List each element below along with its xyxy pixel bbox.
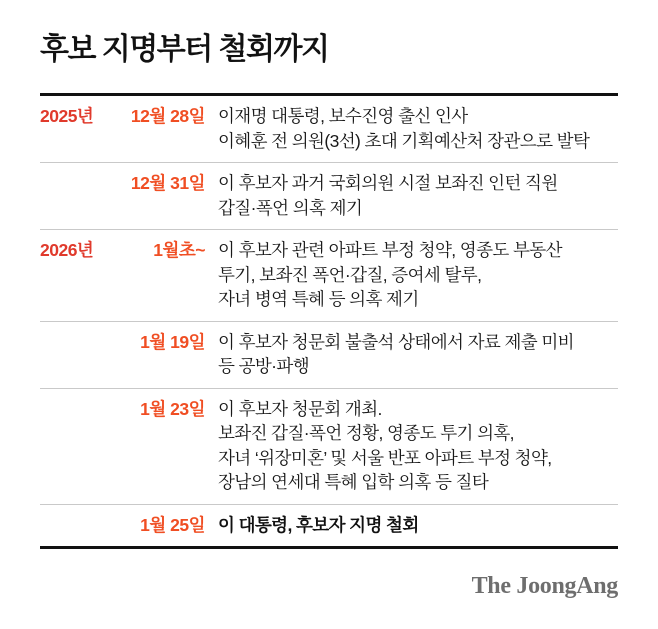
timeline-row	[40, 322, 618, 389]
timeline-description-line: 이재명 대통령, 보수진영 출신 인사	[218, 106, 468, 126]
timeline-row	[40, 96, 618, 163]
timeline-description	[218, 513, 618, 538]
timeline-date-cell	[40, 330, 205, 379]
timeline-description	[218, 330, 618, 379]
timeline-row	[40, 505, 618, 547]
timeline	[40, 93, 618, 549]
timeline-description-line: 보좌진 갑질·폭언 정황, 영종도 투기 의혹,	[218, 423, 514, 443]
timeline-description-line: 이 후보자 관련 아파트 부정 청약, 영종도 부동산	[218, 240, 562, 260]
timeline-date: 1월 23일	[140, 398, 205, 419]
timeline-description-line: 이 후보자 과거 국회의원 시절 보좌진 인턴 직원	[218, 173, 558, 193]
joongang-logo: The JoongAng	[471, 573, 618, 599]
timeline-description-line: 이 후보자 청문회 불출석 상태에서 자료 제출 미비	[218, 331, 574, 352]
timeline-date-cell	[40, 171, 205, 220]
timeline-description-line: 이 후보자 청문회 개최.	[218, 398, 382, 419]
timeline-date: 1월 19일	[140, 331, 205, 352]
timeline-date: 12월 31일	[130, 173, 205, 193]
timeline-description	[218, 397, 618, 495]
timeline-description-line: 투기, 보좌진 폭언·갑질, 증여세 탈루,	[218, 264, 482, 285]
timeline-date-cell	[40, 238, 205, 312]
timeline-description-line: 이 대통령, 후보자 지명 철회	[218, 514, 419, 535]
timeline-row	[40, 163, 618, 230]
timeline-year: 2026년	[40, 240, 94, 260]
timeline-date-cell	[40, 104, 205, 153]
timeline-row	[40, 230, 618, 322]
timeline-date-cell	[40, 513, 205, 538]
timeline-description-line: 갑질·폭언 의혹 제기	[218, 197, 363, 218]
footer	[40, 573, 618, 599]
timeline-description-line: 등 공방·파행	[218, 356, 310, 376]
timeline-description-line: 장남의 연세대 특혜 입학 의혹 등 질타	[218, 472, 489, 492]
timeline-date: 12월 28일	[130, 106, 205, 126]
timeline-row	[40, 389, 618, 505]
timeline-description	[218, 238, 618, 312]
timeline-description-line: 자녀 병역 특혜 등 의혹 제기	[218, 289, 419, 309]
timeline-description-line: 이혜훈 전 의원(3선) 초대 기획예산처 장관으로 발탁	[218, 130, 590, 151]
timeline-description-line: 자녀 ‘위장미혼’ 및 서울 반포 아파트 부정 청약,	[218, 447, 552, 468]
timeline-description	[218, 171, 618, 220]
timeline-description	[218, 104, 618, 153]
timeline-date-cell	[40, 397, 205, 495]
page-title: 후보 지명부터 철회까지	[40, 33, 329, 66]
timeline-date: 1월초~	[153, 240, 205, 260]
timeline-year: 2025년	[40, 106, 94, 126]
timeline-date: 1월 25일	[140, 514, 205, 535]
